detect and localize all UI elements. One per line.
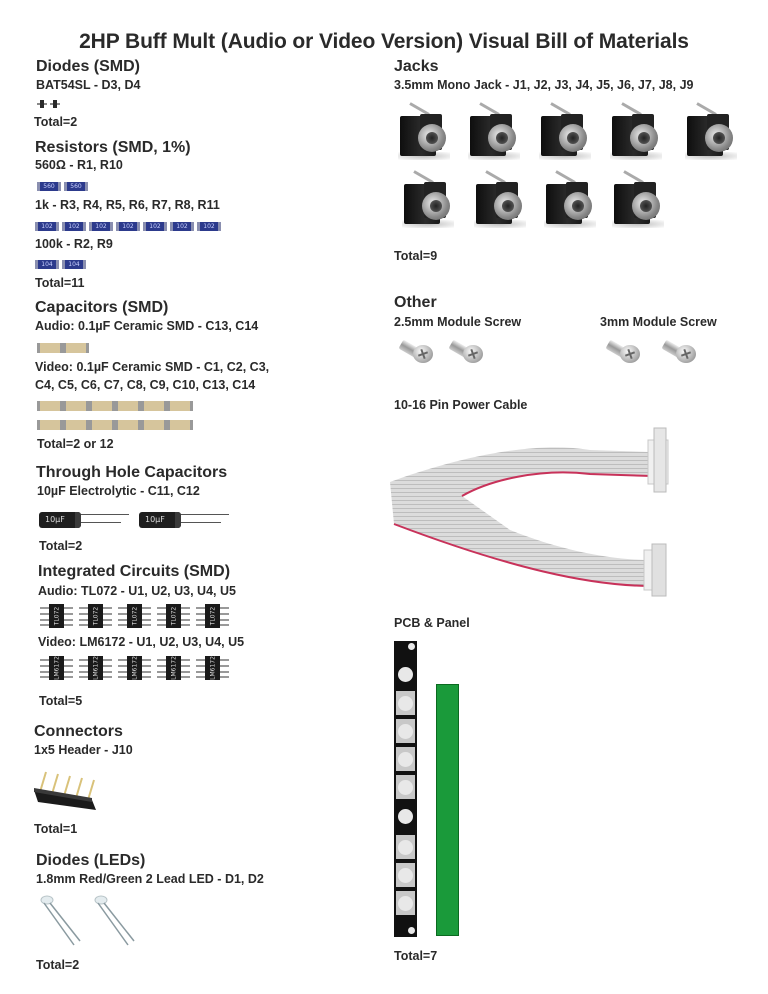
mono-jack-icon xyxy=(396,102,452,162)
mono-jack-icon xyxy=(683,102,739,162)
section-heading-through-hole-caps: Through Hole Capacitors xyxy=(36,464,228,481)
soic8-ic-icon: TL072 xyxy=(40,604,73,628)
soic8-ic-icon: LM6172 xyxy=(79,656,112,680)
part-audio-ceramic: Audio: 0.1µF Ceramic SMD - C13, C14 xyxy=(35,319,259,333)
part-screw-3mm: 3mm Module Screw xyxy=(600,315,717,329)
total-resistors: Total=11 xyxy=(35,276,85,290)
cap-audio-images xyxy=(37,340,89,358)
section-heading-resistors: Resistors (SMD, 1%) xyxy=(35,139,191,156)
section-heading-ics: Integrated Circuits (SMD) xyxy=(38,563,231,580)
section-heading-leds: Diodes (LEDs) xyxy=(36,852,146,869)
ribbon-cable-icon xyxy=(390,420,700,610)
ceramic-cap-icon xyxy=(37,420,63,430)
ceramic-cap-icon xyxy=(63,401,89,411)
total-leds: Total=2 xyxy=(36,958,80,972)
mono-jack-icon xyxy=(537,102,593,162)
part-tl072: Audio: TL072 - U1, U2, U3, U4, U5 xyxy=(38,584,236,598)
part-bat54sl: BAT54SL - D3, D4 xyxy=(36,78,141,92)
ceramic-cap-icon xyxy=(167,420,193,430)
part-screw-2-5mm: 2.5mm Module Screw xyxy=(394,315,522,329)
part-electrolytic: 10µF Electrolytic - C11, C12 xyxy=(37,484,200,498)
resistor-icon: 104 xyxy=(62,260,86,269)
ceramic-cap-icon xyxy=(89,401,115,411)
section-heading-capacitors-smd: Capacitors (SMD) xyxy=(35,299,169,316)
cap-video-images-row1 xyxy=(37,398,193,416)
ceramic-cap-icon xyxy=(141,401,167,411)
resistor-icon: 104 xyxy=(35,260,59,269)
soic8-ic-icon: LM6172 xyxy=(118,656,151,680)
section-heading-other: Other xyxy=(394,294,437,311)
part-led: 1.8mm Red/Green 2 Lead LED - D1, D2 xyxy=(36,872,264,886)
resistor-icon: 102 xyxy=(197,222,221,231)
section-heading-diodes-smd: Diodes (SMD) xyxy=(36,58,140,75)
resistor-icon: 560 xyxy=(64,182,88,191)
sot23-diode-icon xyxy=(50,99,60,109)
mono-jack-icon xyxy=(610,170,666,230)
diode-smd-images xyxy=(37,96,63,114)
ceramic-cap-icon xyxy=(89,420,115,430)
section-heading-pcb-panel: PCB & Panel xyxy=(394,616,470,630)
soic8-ic-icon: TL072 xyxy=(196,604,229,628)
ceramic-cap-icon xyxy=(63,420,89,430)
mono-jack-icon xyxy=(400,170,456,230)
part-1x5-header: 1x5 Header - J10 xyxy=(34,743,133,757)
section-heading-jacks: Jacks xyxy=(394,58,439,75)
front-panel-icon xyxy=(394,641,417,937)
cap-video-images-row2 xyxy=(37,417,193,435)
screw-icon xyxy=(449,335,485,365)
part-mono-jack: 3.5mm Mono Jack - J1, J2, J3, J4, J5, J6, J7, J8, J9 xyxy=(394,78,694,92)
resistor-100k-images xyxy=(35,256,89,274)
total-capacitors-smd: Total=2 or 12 xyxy=(37,437,114,451)
resistor-icon: 102 xyxy=(170,222,194,231)
part-lm6172: Video: LM6172 - U1, U2, U3, U4, U5 xyxy=(38,635,245,649)
sot23-diode-icon xyxy=(37,99,47,109)
soic8-ic-icon: LM6172 xyxy=(40,656,73,680)
soic8-ic-icon: LM6172 xyxy=(157,656,190,680)
electrolytic-cap-icon: 10µF xyxy=(39,510,131,530)
resistor-1k-images xyxy=(35,218,224,236)
section-heading-connectors: Connectors xyxy=(34,723,123,740)
ceramic-cap-icon xyxy=(167,401,193,411)
ceramic-cap-icon xyxy=(63,343,89,353)
screw-icon xyxy=(606,335,642,365)
resistor-icon: 102 xyxy=(35,222,59,231)
resistor-560-images xyxy=(37,178,91,196)
part-1k: 1k - R3, R4, R5, R6, R7, R8, R11 xyxy=(35,198,220,212)
mono-jack-icon xyxy=(466,102,522,162)
ceramic-cap-icon xyxy=(37,401,63,411)
part-100k: 100k - R2, R9 xyxy=(35,237,113,251)
ceramic-cap-icon xyxy=(37,343,63,353)
resistor-icon: 102 xyxy=(62,222,86,231)
led-icon xyxy=(92,895,142,955)
led-icon xyxy=(38,895,88,955)
ceramic-cap-icon xyxy=(115,401,141,411)
total-through-hole-caps: Total=2 xyxy=(39,539,83,553)
soic8-ic-icon: LM6172 xyxy=(196,656,229,680)
part-video-ceramic-line2: C4, C5, C6, C7, C8, C9, C10, C13, C14 xyxy=(35,378,256,392)
resistor-icon: 102 xyxy=(143,222,167,231)
total-diodes-smd: Total=2 xyxy=(34,115,78,129)
total-jacks: Total=9 xyxy=(394,249,438,263)
soic8-ic-icon: TL072 xyxy=(157,604,190,628)
mono-jack-icon xyxy=(608,102,664,162)
screw-icon xyxy=(399,335,435,365)
ic-video-images xyxy=(40,656,235,685)
part-video-ceramic-line1: Video: 0.1µF Ceramic SMD - C1, C2, C3, xyxy=(35,360,270,374)
pin-header-icon xyxy=(34,770,104,810)
electrolytic-images xyxy=(39,510,239,535)
mono-jack-icon xyxy=(472,170,528,230)
mono-jack-icon xyxy=(542,170,598,230)
resistor-icon: 560 xyxy=(37,182,61,191)
part-560-ohm: 560Ω - R1, R10 xyxy=(35,158,123,172)
screw-icon xyxy=(662,335,698,365)
pcb-icon xyxy=(436,684,459,936)
ceramic-cap-icon xyxy=(141,420,167,430)
part-power-cable: 10-16 Pin Power Cable xyxy=(394,398,528,412)
ceramic-cap-icon xyxy=(115,420,141,430)
ic-audio-images xyxy=(40,604,235,633)
electrolytic-cap-icon: 10µF xyxy=(139,510,231,530)
total-connectors: Total=1 xyxy=(34,822,78,836)
resistor-icon: 102 xyxy=(116,222,140,231)
total-pcb-panel: Total=7 xyxy=(394,949,438,963)
total-ics: Total=5 xyxy=(39,694,83,708)
soic8-ic-icon: TL072 xyxy=(118,604,151,628)
soic8-ic-icon: TL072 xyxy=(79,604,112,628)
resistor-icon: 102 xyxy=(89,222,113,231)
page-title: 2HP Buff Mult (Audio or Video Version) Visual Bill of Materials xyxy=(79,30,689,53)
